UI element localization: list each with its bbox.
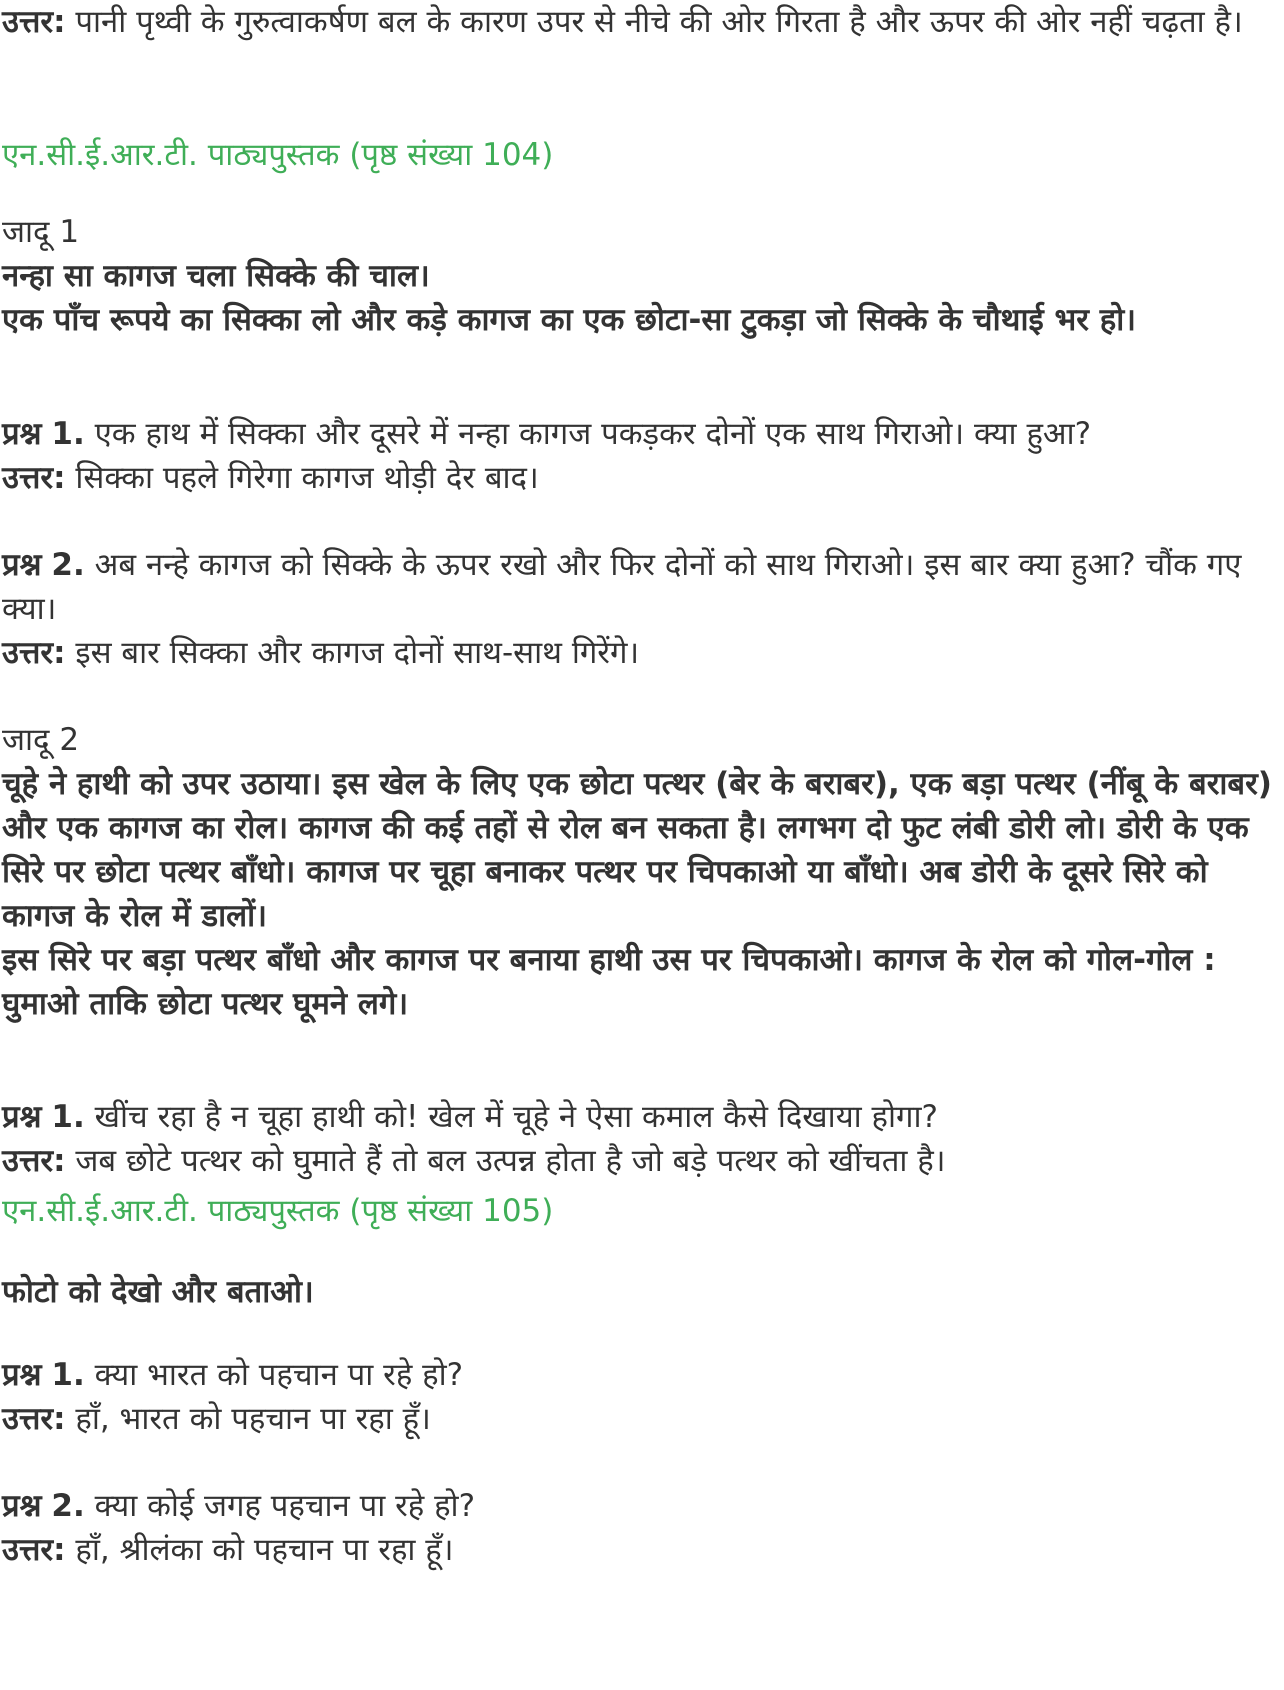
magic-title: जादू 1 [2, 214, 80, 250]
magic-description: इस सिरे पर बड़ा पत्थर बाँधो और कागज पर बनाया हाथी उस पर चिपकाओ। कागज के रोल को गोल-गोल : घुमाओ ताकि छोटा पत्थर घूमने लगे। [2, 942, 1216, 1022]
question-paragraph [2, 1095, 1278, 1139]
question-label: प्रश्न [2, 1099, 42, 1135]
qa-item [2, 1095, 1278, 1183]
instruction-text: फोटो को देखो और बताओ। [2, 1274, 314, 1310]
magic-subtitle: नन्हा सा कागज चला सिक्के की चाल। [2, 258, 430, 294]
qa-item [2, 543, 1278, 675]
question-label: प्रश्न [2, 1488, 42, 1524]
qa-item [2, 412, 1278, 500]
question-paragraph [2, 1353, 1278, 1397]
answer-label: उत्तर: [2, 4, 66, 40]
answer-paragraph [2, 456, 1278, 500]
question-number: 1. [51, 1099, 85, 1135]
question-text: खींच रहा है न चूहा हाथी को! खेल में चूहे ने ऐसा कमाल कैसे दिखाया होगा? [94, 1099, 938, 1135]
answer-label: उत्तर: [2, 460, 66, 496]
answer-text: जब छोटे पत्थर को घुमाते हैं तो बल उत्पन्न होता है जो बड़े पत्थर को खींचता है। [75, 1143, 946, 1179]
answer-text: हाँ, श्रीलंका को पहचान पा रहा हूँ। [75, 1532, 454, 1568]
question-text: एक हाथ में सिक्का और दूसरे में नन्हा कागज पकड़कर दोनों एक साथ गिराओ। क्या हुआ? [94, 416, 1092, 452]
intro-answer-block [2, 0, 1278, 44]
magic1-block [2, 210, 1278, 342]
answer-label: उत्तर: [2, 1532, 66, 1568]
magic2-block [2, 718, 1278, 1026]
question-label: प्रश्न [2, 416, 42, 452]
answer-label: उत्तर: [2, 635, 66, 671]
instruction-block [2, 1270, 1278, 1314]
qa-item [2, 1353, 1278, 1441]
question-number: 1. [51, 1357, 85, 1393]
answer-label: उत्तर: [2, 1401, 66, 1437]
answer-text: पानी पृथ्वी के गुरुत्वाकर्षण बल के कारण उपर से नीचे की ओर गिरता है और ऊपर की ओर नहीं चढ़ता है। [75, 4, 1243, 40]
answer-text: इस बार सिक्का और कागज दोनों साथ-साथ गिरेंगे। [75, 635, 640, 671]
section-104-block [2, 133, 1278, 177]
question-text: अब नन्हे कागज को सिक्के के ऊपर रखो और फिर दोनों को साथ गिराओ। इस बार क्या हुआ? चौंक गए क्या। [2, 547, 1242, 627]
question-paragraph [2, 1484, 1278, 1528]
section-heading: एन.सी.ई.आर.टी. पाठ्यपुस्तक (पृष्ठ संख्या 104) [2, 137, 554, 173]
answer-text: हाँ, भारत को पहचान पा रहा हूँ। [75, 1401, 431, 1437]
question-label: प्रश्न [2, 1357, 42, 1393]
question-text: क्या कोई जगह पहचान पा रहे हो? [94, 1488, 476, 1524]
question-number: 2. [51, 1488, 85, 1524]
question-number: 2. [51, 547, 85, 583]
magic-description: एक पाँच रूपये का सिक्का लो और कड़े कागज का एक छोटा-सा टुकड़ा जो सिक्के के चौथाई भर हो। [2, 302, 1136, 338]
question-label: प्रश्न [2, 547, 42, 583]
question-paragraph [2, 412, 1278, 456]
magic-title: जादू 2 [2, 722, 80, 758]
answer-text: सिक्का पहले गिरेगा कागज थोड़ी देर बाद। [75, 460, 539, 496]
answer-paragraph [2, 1528, 1278, 1572]
answer-paragraph [2, 631, 1278, 675]
question-paragraph [2, 543, 1278, 631]
qa-item [2, 1484, 1278, 1572]
question-text: क्या भारत को पहचान पा रहे हो? [94, 1357, 464, 1393]
answer-paragraph [2, 0, 1278, 44]
question-number: 1. [51, 416, 85, 452]
section-heading: एन.सी.ई.आर.टी. पाठ्यपुस्तक (पृष्ठ संख्या 105) [2, 1193, 554, 1229]
section-105-block [2, 1189, 1278, 1233]
answer-paragraph [2, 1397, 1278, 1441]
answer-paragraph [2, 1139, 1278, 1183]
answer-label: उत्तर: [2, 1143, 66, 1179]
magic-description: चूहे ने हाथी को उपर उठाया। इस खेल के लिए एक छोटा पत्थर (बेर के बराबर), एक बड़ा पत्थर (नींबू के बराबर) और एक कागज का रोल। कागज की कई तहों से रोल बन सकता है। लगभग दो फुट लंबी डोरी लो। डोरी के एक सिरे पर छोटा पत्थर बाँधो। कागज पर चूहा बनाकर पत्थर पर चिपकाओ या बाँधो। अब डोरी के दूसरे सिरे को कागज के रोल में डालों। [2, 766, 1272, 934]
